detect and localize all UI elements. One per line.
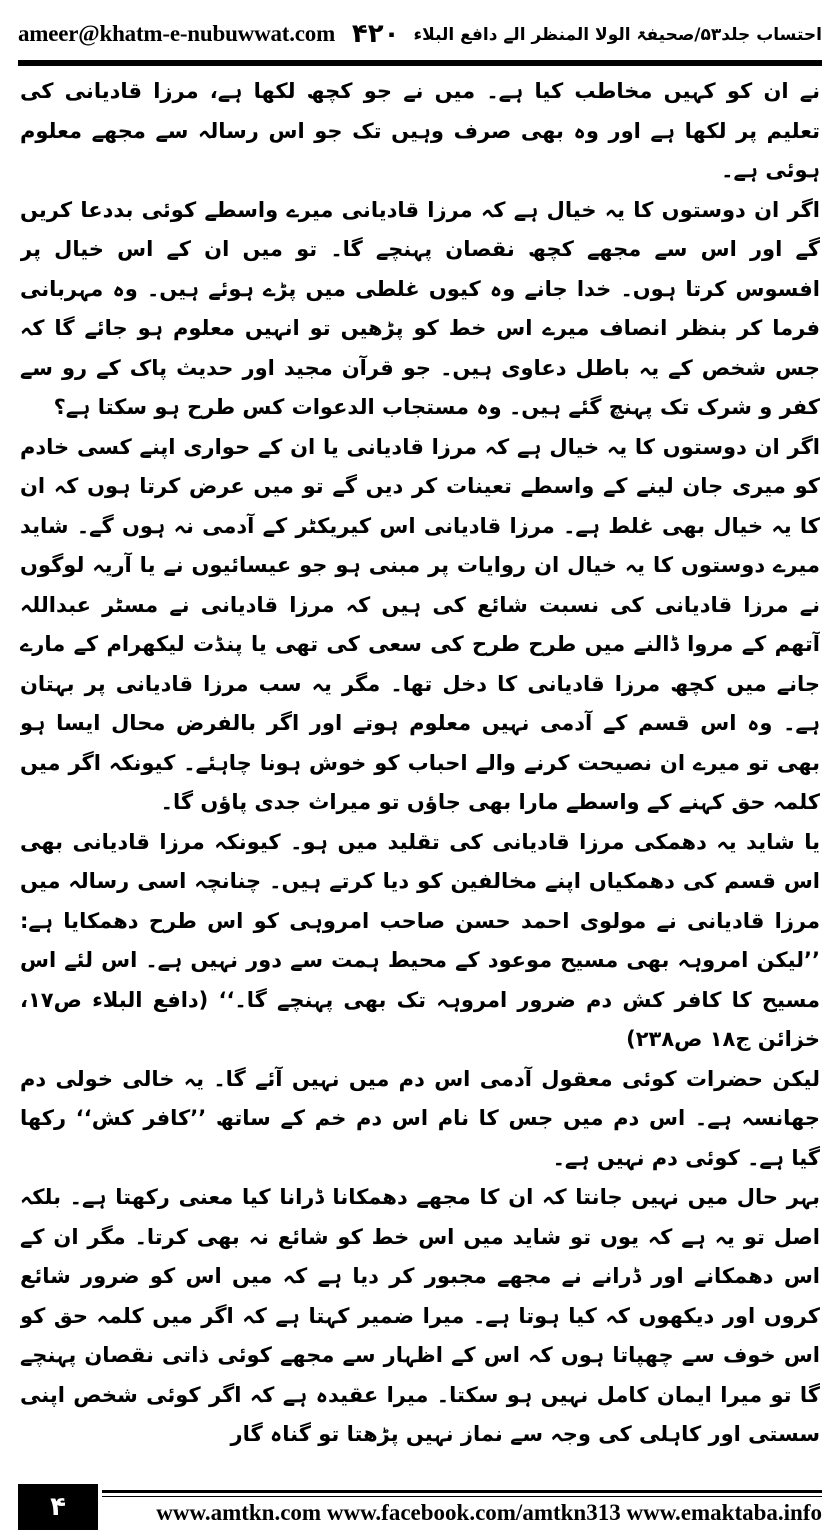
paragraph: اگر ان دوستوں کا یہ خیال ہے کہ مرزا قادیانی یا ان کے حواری اپنے کسی خادم کو میری جان لینے کے واسطے تعینات کر دیں گے تو میں عرض کرتا ہوں کہ ان کا یہ خیال بھی غلط ہے۔ مرزا قادیانی اس کیریکٹر کے آدمی نہ ہوں گے۔ شاید میرے دوستوں کا یہ خیال ان روایات پر مبنی ہو جو عیسائیوں نے یا آریہ لوگوں نے مرزا قادیانی کی نسبت شائع کی ہیں کہ مرزا قادیانی نے مسٹر عبداللہ آتھم کے مروا ڈالنے میں طرح طرح کی سعی کی تھی یا پنڈت لیکھرام کے مارے جانے میں کچھ مرزا قادیانی کا دخل تھا۔ مگر یہ سب مرزا قادیانی پر بہتان ہے۔ وہ اس قسم کے آدمی نہیں معلوم ہوتے اور اگر بالفرض محال ایسا ہو بھی تو میرے ان نصیحت کرنے والے احباب کو خوش ہونا چاہئے۔ کیونکہ اگر میں کلمہ حق کہنے کے واسطے مارا بھی جاؤں تو میراث جدی پاؤں گا۔ [20,434,820,814]
paragraph: نے ان کو کہیں مخاطب کیا ہے۔ میں نے جو کچھ لکھا ہے، مرزا قادیانی کی تعلیم پر لکھا ہے اور وہ بھی صرف وہیں تک جو اس رسالہ سے مجھے معلوم ہوئی ہے۔ [20,79,820,182]
paragraph: یا شاید یہ دھمکی مرزا قادیانی کی تقلید میں ہو۔ کیونکہ مرزا قادیانی بھی اس قسم کی دھمکیاں اپنے مخالفین کو دیا کرتے ہیں۔ چنانچہ اسی رسالہ میں مرزا قادیانی نے مولوی احمد حسن صاحب امروہی کو اس طرح دھمکایا ہے: ’’لیکن امروہہ بھی مسیح موعود کے محیط ہمت سے دور نہیں ہے۔ اس لئے اس مسیح کا کافر کش دم ضرور امروہہ تک بھی پہنچے گا۔‘‘ (دافع البلاء ص۱۷، خزائن ج۱۸ ص۲۳۸) [20,829,820,1051]
book-title: احتساب جلد۵۳/صحیفۃ الولا المنظر الے دافع البلاء [413,24,822,45]
sheet-number: ۴ [50,1492,66,1522]
footer-divider [102,1490,822,1493]
sheet-number-box [18,1484,98,1530]
paragraph: بہر حال میں نہیں جانتا کہ ان کا مجھے دھمکانا ڈرانا کیا معنی رکھتا ہے۔ بلکہ اصل تو یہ ہے کہ یوں تو شاید میں اس خط کو شائع نہ بھی کرتا۔ مگر ان کے اس دھمکانے اور ڈرانے نے مجھے مجبور کر دیا ہے کہ میں اس کو ضرور شائع کروں اور دیکھوں کہ کیا ہوتا ہے۔ میرا ضمیر کہتا ہے کہ اگر میں کلمہ حق کو اس خوف سے چھپاتا ہوں کہ اس کے اظہار سے مجھے کوئی ذاتی نقصان پہنچے گا تو میرا ایمان کامل نہیں ہو سکتا۔ میرا عقیدہ ہے کہ اگر کوئی شخص اپنی سستی اور کاہلی کی وجہ سے نماز نہیں پڑھتا تو گناہ گار [20,1185,820,1446]
footer-links[interactable]: www.amtkn.com www.facebook.com/amtkn313 www.emaktaba.info [156,1500,822,1525]
page-number: ۴۲۰ [351,19,400,49]
page-header [18,14,822,54]
page-footer [18,1484,822,1530]
header-email[interactable]: ameer@khatm-e-nubuwwat.com [18,21,336,46]
paragraph: لیکن حضرات کوئی معقول آدمی اس دم میں نہیں آئے گا۔ یہ خالی خولی دم جھانسہ ہے۔ اس دم میں جس کا نام اس دم خم کے ساتھ ’’کافر کش‘‘ رکھا گیا ہے۔ کوئی دم نہیں ہے۔ [20,1066,820,1170]
article-body [20,72,820,1472]
header-title-group [352,19,822,49]
paragraph: اگر ان دوستوں کا یہ خیال ہے کہ مرزا قادیانی میرے واسطے کوئی بددعا کریں گے اور اس سے مجھے کچھ نقصان پہنچے گا۔ تو میں ان کے اس خیال پر افسوس کرتا ہوں۔ خدا جانے وہ کیوں غلطی میں پڑے ہوئے ہیں۔ وہ مہربانی فرما کر بنظر انصاف میرے اس خط کو پڑھیں تو انہیں معلوم ہو جائے گا کہ جس شخص کے یہ باطل دعاوی ہیں۔ جو قرآن مجید اور حدیث پاک کے رو سے کفر و شرک تک پہنچ گئے ہیں۔ وہ مستجاب الدعوات کس طرح ہو سکتا ہے؟ [20,197,820,419]
header-divider [18,60,822,66]
footer-divider-thin [102,1496,822,1497]
